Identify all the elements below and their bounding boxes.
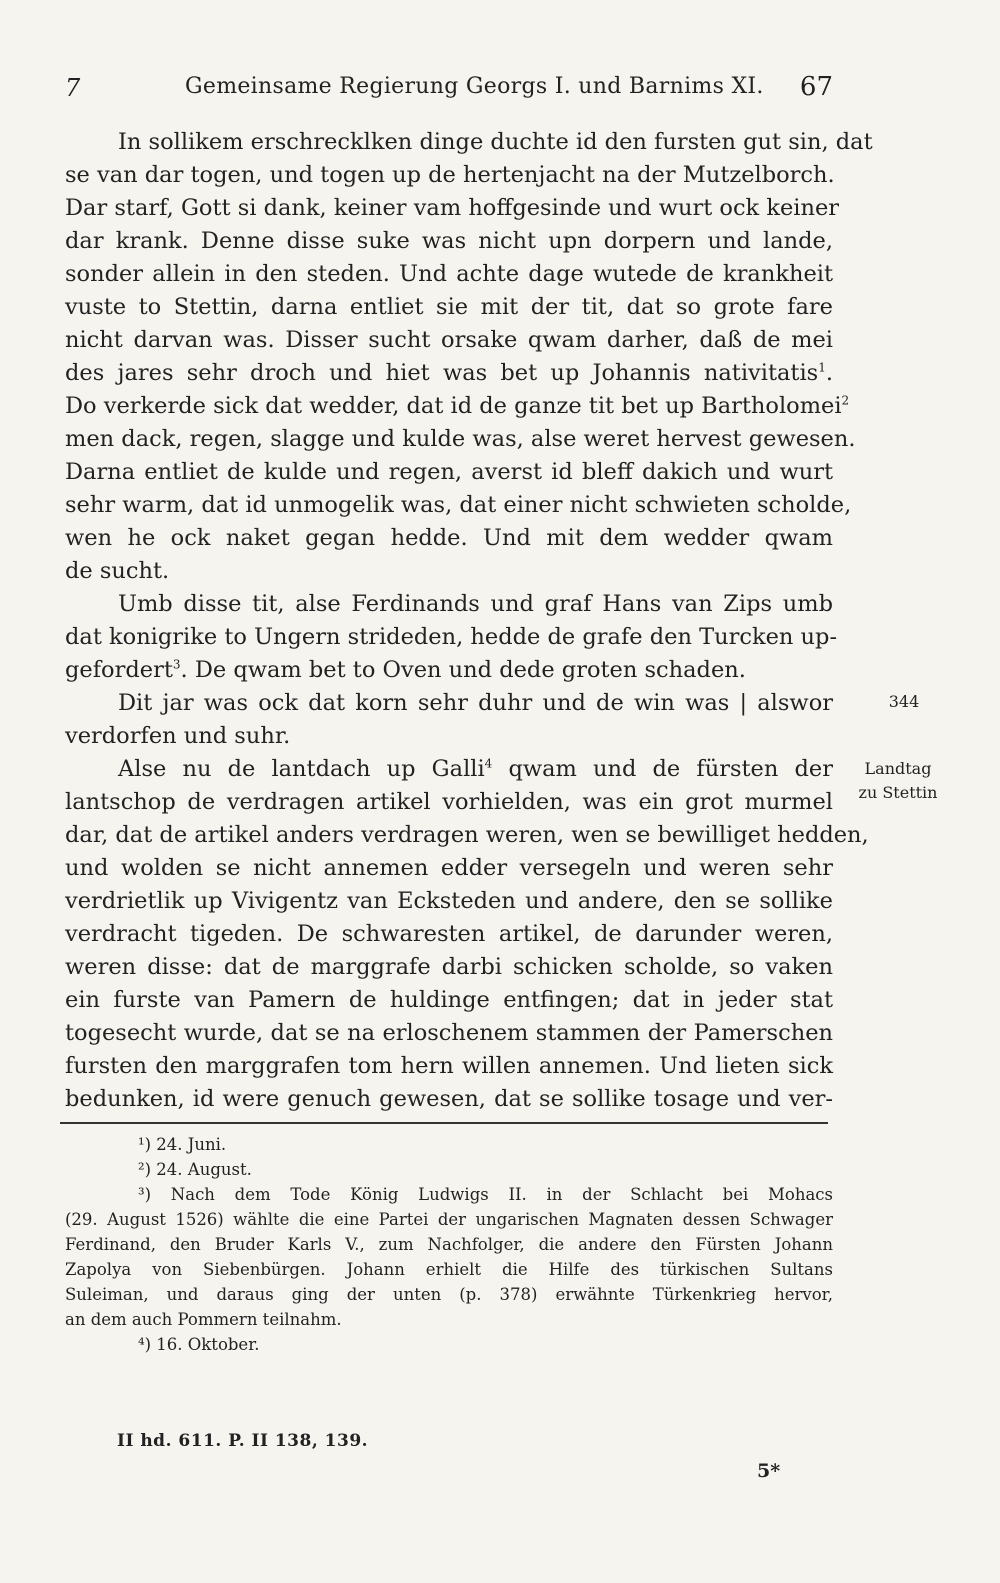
text-line: se van dar togen, und togen up de hertenjacht na der Mutzelborch. xyxy=(65,162,835,188)
footnote-ref: 4 xyxy=(484,756,493,771)
text-line: Dit jar was ock dat korn sehr duhr und de win was | alswor xyxy=(118,690,833,716)
footnote-line: ¹) 24. Juni. xyxy=(138,1135,227,1154)
text-line: und wolden se nicht annemen edder versegeln und weren sehr xyxy=(65,855,833,881)
text-line: Do verkerde sick dat wedder, dat id de ganze tit bet up Bartholomei$^2$ xyxy=(65,393,850,419)
margin-note-line: zu Stettin xyxy=(858,783,938,802)
text-line: lantschop de verdragen artikel vorhielden, was ein grot murmel xyxy=(65,789,833,815)
text-line: verdracht tigeden. De schwaresten artikel, de darunder weren, xyxy=(65,921,833,947)
text-line: gefordert$^3$. De qwam bet to Oven und dede groten schaden. xyxy=(65,657,746,683)
footnote-ref: 1 xyxy=(818,360,826,375)
text-line: de sucht. xyxy=(65,558,170,584)
page-number: 67 xyxy=(799,72,833,102)
running-header xyxy=(65,72,833,112)
margin-page-reference: 344 xyxy=(888,692,920,711)
footnote-divider xyxy=(60,1122,828,1124)
text-line: sonder allein in den steden. Und achte dage wutede de krankheit xyxy=(65,261,833,287)
text-line: dat konigrike to Ungern strideden, hedde de grafe den Turcken up- xyxy=(65,624,838,650)
footnote-ref: 3 xyxy=(172,657,181,672)
footnote-line: Ferdinand, den Bruder Karls V., zum Nachfolger, die andere den Fürsten Johann xyxy=(65,1235,833,1254)
body-text xyxy=(65,126,873,1116)
footnote-line: an dem auch Pommern teilnahm. xyxy=(65,1310,342,1329)
gathering-signature: 7 xyxy=(65,74,81,102)
footnote-line: (29. August 1526) wählte die eine Partei der ungarischen Magnaten dessen Schwager xyxy=(65,1210,833,1229)
footnote-line: ²) 24. August. xyxy=(138,1160,252,1179)
footnote-line: ³) Nach dem Tode König Ludwigs II. in der Schlacht bei Mohacs xyxy=(138,1185,833,1204)
text-line: ein furste van Pamern de huldinge entfingen; dat in jeder stat xyxy=(65,987,833,1013)
footnote-ref: 2 xyxy=(841,393,850,408)
text-line: Dar starf, Gott si dank, keiner vam hoffgesinde und wurt ock keiner xyxy=(65,195,840,221)
footnotes xyxy=(65,1132,833,1357)
text-line: Darna entliet de kulde und regen, averst id bleff dakich und wurt xyxy=(65,459,833,485)
text-line: verdrietlik up Vivigentz van Ecksteden und andere, den se sollike xyxy=(65,888,833,914)
text-line: des jares sehr droch und hiet was bet up Johannis nativitatis$^1$. xyxy=(65,360,833,386)
text-line: verdorfen und suhr. xyxy=(65,723,291,749)
footnote-line: Zapolya von Siebenbürgen. Johann erhielt die Hilfe des türkischen Sultans xyxy=(65,1260,833,1279)
sheet-mark: 5* xyxy=(757,1460,781,1482)
text-line: Alse nu de lantdach up Galli$^4$ qwam und de fürsten der xyxy=(118,756,833,782)
text-line: sehr warm, dat id unmogelik was, dat einer nicht schwieten scholde, xyxy=(65,492,852,518)
footnote-line: Suleiman, und daraus ging der unten (p. 378) erwähnte Türkenkrieg hervor, xyxy=(65,1285,833,1304)
text-line: dar, dat de artikel anders verdragen weren, wen se bewilliget hedden, xyxy=(65,822,869,848)
text-line: fursten den marggrafen tom hern willen annemen. Und lieten sick xyxy=(65,1053,833,1079)
signature-line: II hd. 611. P. II 138, 139. xyxy=(117,1431,369,1451)
text-line: vuste to Stettin, darna entliet sie mit der tit, dat so grote fare xyxy=(65,294,833,320)
margin-note-line: Landtag xyxy=(864,759,932,778)
text-line: dar krank. Denne disse suke was nicht upn dorpern und lande, xyxy=(65,228,833,254)
text-line: wen he ock naket gegan hedde. Und mit dem wedder qwam xyxy=(65,525,833,551)
margin-note-landtag xyxy=(848,757,948,805)
running-title: Gemeinsame Regierung Georgs I. und Barnims XI. xyxy=(185,74,764,99)
text-line: Umb disse tit, alse Ferdinands und graf Hans van Zips umb xyxy=(118,591,833,617)
text-line: men dack, regen, slagge und kulde was, alse weret hervest gewesen. xyxy=(65,426,856,452)
text-line: bedunken, id were genuch gewesen, dat se sollike tosage und ver- xyxy=(65,1086,833,1112)
text-line: togesecht wurde, dat se na erloschenem stammen der Pamerschen xyxy=(65,1020,833,1046)
text-line: weren disse: dat de marggrafe darbi schicken scholde, so vaken xyxy=(65,954,833,980)
text-line: nicht darvan was. Disser sucht orsake qwam darher, daß de mei xyxy=(65,327,833,353)
text-line: In sollikem erschrecklken dinge duchte id den fursten gut sin, dat xyxy=(118,129,873,155)
footnote-line: ⁴) 16. Oktober. xyxy=(138,1335,260,1354)
